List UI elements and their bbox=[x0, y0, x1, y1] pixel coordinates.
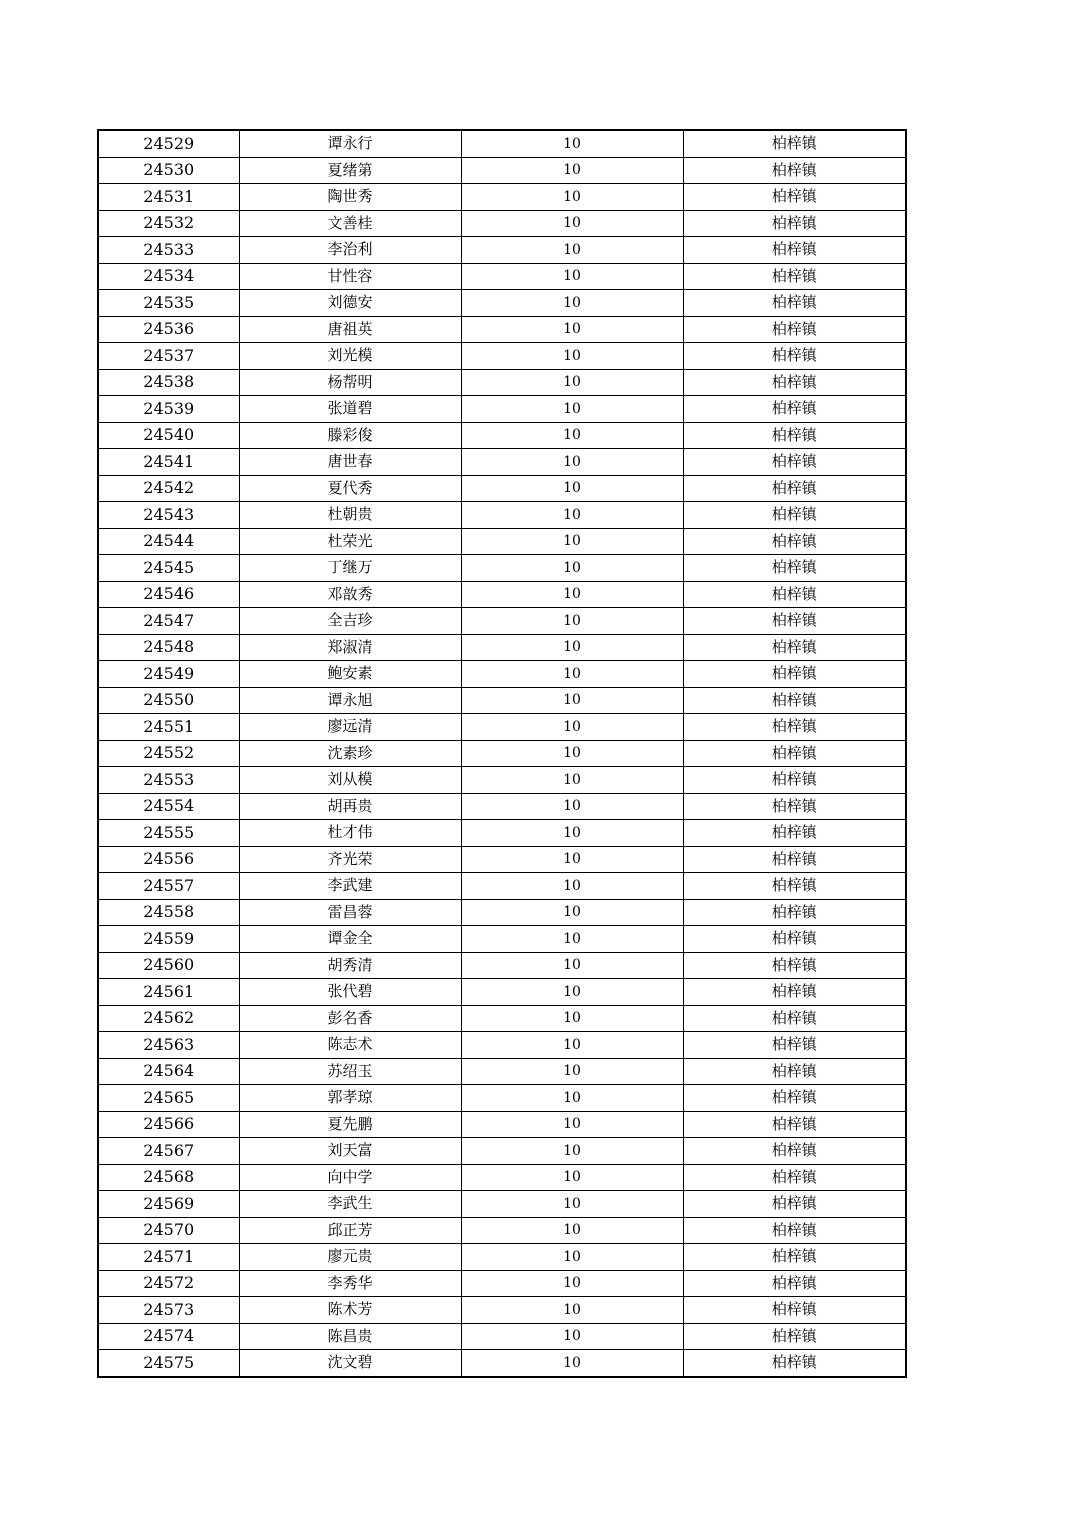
row-number-cell: 24546 bbox=[98, 581, 239, 608]
table-row bbox=[98, 502, 906, 529]
town-cell: 柏梓镇 bbox=[683, 502, 906, 529]
amount-cell: 10 bbox=[461, 1058, 683, 1085]
row-number-cell: 24559 bbox=[98, 926, 239, 953]
table-row bbox=[98, 740, 906, 767]
amount-cell: 10 bbox=[461, 846, 683, 873]
person-name-cell: 唐祖英 bbox=[239, 316, 461, 343]
amount-cell: 10 bbox=[461, 767, 683, 794]
table-row bbox=[98, 1191, 906, 1218]
town-cell: 柏梓镇 bbox=[683, 396, 906, 423]
person-name-cell: 齐光荣 bbox=[239, 846, 461, 873]
row-number-cell: 24539 bbox=[98, 396, 239, 423]
amount-cell: 10 bbox=[461, 740, 683, 767]
table-row bbox=[98, 184, 906, 211]
table-row bbox=[98, 422, 906, 449]
amount-cell: 10 bbox=[461, 290, 683, 317]
person-name-cell: 刘从模 bbox=[239, 767, 461, 794]
table-row bbox=[98, 687, 906, 714]
table-row bbox=[98, 608, 906, 635]
row-number-cell: 24573 bbox=[98, 1297, 239, 1324]
person-name-cell: 李武生 bbox=[239, 1191, 461, 1218]
row-number-cell: 24529 bbox=[98, 130, 239, 157]
table-row bbox=[98, 1005, 906, 1032]
amount-cell: 10 bbox=[461, 130, 683, 157]
row-number-cell: 24540 bbox=[98, 422, 239, 449]
person-name-cell: 刘德安 bbox=[239, 290, 461, 317]
town-cell: 柏梓镇 bbox=[683, 1138, 906, 1165]
town-cell: 柏梓镇 bbox=[683, 157, 906, 184]
person-name-cell: 鲍安素 bbox=[239, 661, 461, 688]
person-name-cell: 夏绪第 bbox=[239, 157, 461, 184]
row-number-cell: 24570 bbox=[98, 1217, 239, 1244]
row-number-cell: 24571 bbox=[98, 1244, 239, 1271]
amount-cell: 10 bbox=[461, 449, 683, 476]
row-number-cell: 24530 bbox=[98, 157, 239, 184]
person-name-cell: 谭永行 bbox=[239, 130, 461, 157]
amount-cell: 10 bbox=[461, 820, 683, 847]
row-number-cell: 24566 bbox=[98, 1111, 239, 1138]
person-name-cell: 胡秀清 bbox=[239, 952, 461, 979]
table-row bbox=[98, 873, 906, 900]
table-row bbox=[98, 979, 906, 1006]
table-row bbox=[98, 210, 906, 237]
town-cell: 柏梓镇 bbox=[683, 1350, 906, 1377]
amount-cell: 10 bbox=[461, 793, 683, 820]
person-name-cell: 邱正芳 bbox=[239, 1217, 461, 1244]
amount-cell: 10 bbox=[461, 634, 683, 661]
row-number-cell: 24560 bbox=[98, 952, 239, 979]
table-row bbox=[98, 714, 906, 741]
town-cell: 柏梓镇 bbox=[683, 581, 906, 608]
row-number-cell: 24545 bbox=[98, 555, 239, 582]
amount-cell: 10 bbox=[461, 502, 683, 529]
town-cell: 柏梓镇 bbox=[683, 1244, 906, 1271]
table-row bbox=[98, 1058, 906, 1085]
row-number-cell: 24561 bbox=[98, 979, 239, 1006]
town-cell: 柏梓镇 bbox=[683, 793, 906, 820]
person-name-cell: 全吉珍 bbox=[239, 608, 461, 635]
town-cell: 柏梓镇 bbox=[683, 1032, 906, 1059]
table-row bbox=[98, 237, 906, 264]
row-number-cell: 24554 bbox=[98, 793, 239, 820]
person-name-cell: 夏代秀 bbox=[239, 475, 461, 502]
amount-cell: 10 bbox=[461, 1111, 683, 1138]
row-number-cell: 24543 bbox=[98, 502, 239, 529]
town-cell: 柏梓镇 bbox=[683, 528, 906, 555]
amount-cell: 10 bbox=[461, 555, 683, 582]
table-row bbox=[98, 820, 906, 847]
person-name-cell: 郑淑清 bbox=[239, 634, 461, 661]
row-number-cell: 24556 bbox=[98, 846, 239, 873]
table-row bbox=[98, 926, 906, 953]
row-number-cell: 24567 bbox=[98, 1138, 239, 1165]
person-name-cell: 夏先鹏 bbox=[239, 1111, 461, 1138]
row-number-cell: 24538 bbox=[98, 369, 239, 396]
amount-cell: 10 bbox=[461, 528, 683, 555]
person-name-cell: 陶世秀 bbox=[239, 184, 461, 211]
town-cell: 柏梓镇 bbox=[683, 1058, 906, 1085]
amount-cell: 10 bbox=[461, 1244, 683, 1271]
town-cell: 柏梓镇 bbox=[683, 820, 906, 847]
town-cell: 柏梓镇 bbox=[683, 661, 906, 688]
table-row bbox=[98, 555, 906, 582]
row-number-cell: 24562 bbox=[98, 1005, 239, 1032]
town-cell: 柏梓镇 bbox=[683, 952, 906, 979]
table-row bbox=[98, 661, 906, 688]
table-row bbox=[98, 899, 906, 926]
row-number-cell: 24537 bbox=[98, 343, 239, 370]
row-number-cell: 24541 bbox=[98, 449, 239, 476]
amount-cell: 10 bbox=[461, 1085, 683, 1112]
table-row bbox=[98, 1164, 906, 1191]
person-name-cell: 李秀华 bbox=[239, 1270, 461, 1297]
table-row bbox=[98, 1323, 906, 1350]
row-number-cell: 24548 bbox=[98, 634, 239, 661]
amount-cell: 10 bbox=[461, 396, 683, 423]
person-name-cell: 文善桂 bbox=[239, 210, 461, 237]
town-cell: 柏梓镇 bbox=[683, 1111, 906, 1138]
amount-cell: 10 bbox=[461, 687, 683, 714]
table-row bbox=[98, 1270, 906, 1297]
roster-body bbox=[98, 130, 906, 1377]
person-name-cell: 陈昌贵 bbox=[239, 1323, 461, 1350]
person-name-cell: 李武建 bbox=[239, 873, 461, 900]
person-name-cell: 胡再贵 bbox=[239, 793, 461, 820]
row-number-cell: 24534 bbox=[98, 263, 239, 290]
table-row bbox=[98, 130, 906, 157]
amount-cell: 10 bbox=[461, 1164, 683, 1191]
town-cell: 柏梓镇 bbox=[683, 1323, 906, 1350]
row-number-cell: 24558 bbox=[98, 899, 239, 926]
amount-cell: 10 bbox=[461, 926, 683, 953]
table-row bbox=[98, 1085, 906, 1112]
row-number-cell: 24542 bbox=[98, 475, 239, 502]
table-row bbox=[98, 793, 906, 820]
town-cell: 柏梓镇 bbox=[683, 369, 906, 396]
town-cell: 柏梓镇 bbox=[683, 343, 906, 370]
table-row bbox=[98, 1297, 906, 1324]
person-name-cell: 杜荣光 bbox=[239, 528, 461, 555]
amount-cell: 10 bbox=[461, 608, 683, 635]
row-number-cell: 24574 bbox=[98, 1323, 239, 1350]
table-row bbox=[98, 767, 906, 794]
amount-cell: 10 bbox=[461, 1297, 683, 1324]
row-number-cell: 24557 bbox=[98, 873, 239, 900]
town-cell: 柏梓镇 bbox=[683, 422, 906, 449]
person-name-cell: 丁继万 bbox=[239, 555, 461, 582]
person-name-cell: 杜朝贵 bbox=[239, 502, 461, 529]
row-number-cell: 24547 bbox=[98, 608, 239, 635]
table-row bbox=[98, 396, 906, 423]
table-row bbox=[98, 369, 906, 396]
row-number-cell: 24535 bbox=[98, 290, 239, 317]
town-cell: 柏梓镇 bbox=[683, 1297, 906, 1324]
person-name-cell: 陈志术 bbox=[239, 1032, 461, 1059]
town-cell: 柏梓镇 bbox=[683, 1085, 906, 1112]
amount-cell: 10 bbox=[461, 210, 683, 237]
amount-cell: 10 bbox=[461, 1217, 683, 1244]
person-name-cell: 谭金全 bbox=[239, 926, 461, 953]
town-cell: 柏梓镇 bbox=[683, 1005, 906, 1032]
row-number-cell: 24564 bbox=[98, 1058, 239, 1085]
town-cell: 柏梓镇 bbox=[683, 1270, 906, 1297]
amount-cell: 10 bbox=[461, 1323, 683, 1350]
town-cell: 柏梓镇 bbox=[683, 184, 906, 211]
amount-cell: 10 bbox=[461, 979, 683, 1006]
amount-cell: 10 bbox=[461, 661, 683, 688]
person-name-cell: 杜才伟 bbox=[239, 820, 461, 847]
row-number-cell: 24555 bbox=[98, 820, 239, 847]
table-row bbox=[98, 528, 906, 555]
row-number-cell: 24572 bbox=[98, 1270, 239, 1297]
row-number-cell: 24533 bbox=[98, 237, 239, 264]
person-name-cell: 廖元贵 bbox=[239, 1244, 461, 1271]
town-cell: 柏梓镇 bbox=[683, 555, 906, 582]
person-name-cell: 刘天富 bbox=[239, 1138, 461, 1165]
person-name-cell: 陈术芳 bbox=[239, 1297, 461, 1324]
row-number-cell: 24536 bbox=[98, 316, 239, 343]
row-number-cell: 24565 bbox=[98, 1085, 239, 1112]
person-name-cell: 沈素珍 bbox=[239, 740, 461, 767]
row-number-cell: 24563 bbox=[98, 1032, 239, 1059]
table-row bbox=[98, 846, 906, 873]
person-name-cell: 郭孝琼 bbox=[239, 1085, 461, 1112]
table-row bbox=[98, 316, 906, 343]
amount-cell: 10 bbox=[461, 343, 683, 370]
person-name-cell: 沈文碧 bbox=[239, 1350, 461, 1377]
table-row bbox=[98, 1032, 906, 1059]
table-row bbox=[98, 290, 906, 317]
table-row bbox=[98, 581, 906, 608]
person-name-cell: 雷昌蓉 bbox=[239, 899, 461, 926]
person-name-cell: 李治利 bbox=[239, 237, 461, 264]
table-row bbox=[98, 952, 906, 979]
amount-cell: 10 bbox=[461, 263, 683, 290]
town-cell: 柏梓镇 bbox=[683, 926, 906, 953]
amount-cell: 10 bbox=[461, 316, 683, 343]
amount-cell: 10 bbox=[461, 1032, 683, 1059]
town-cell: 柏梓镇 bbox=[683, 449, 906, 476]
person-name-cell: 张道碧 bbox=[239, 396, 461, 423]
town-cell: 柏梓镇 bbox=[683, 1217, 906, 1244]
town-cell: 柏梓镇 bbox=[683, 237, 906, 264]
row-number-cell: 24553 bbox=[98, 767, 239, 794]
row-number-cell: 24575 bbox=[98, 1350, 239, 1377]
table-row bbox=[98, 1111, 906, 1138]
row-number-cell: 24569 bbox=[98, 1191, 239, 1218]
town-cell: 柏梓镇 bbox=[683, 130, 906, 157]
person-name-cell: 杨帮明 bbox=[239, 369, 461, 396]
amount-cell: 10 bbox=[461, 1005, 683, 1032]
town-cell: 柏梓镇 bbox=[683, 714, 906, 741]
row-number-cell: 24550 bbox=[98, 687, 239, 714]
table-row bbox=[98, 157, 906, 184]
amount-cell: 10 bbox=[461, 1138, 683, 1165]
row-number-cell: 24568 bbox=[98, 1164, 239, 1191]
amount-cell: 10 bbox=[461, 1350, 683, 1377]
row-number-cell: 24551 bbox=[98, 714, 239, 741]
town-cell: 柏梓镇 bbox=[683, 979, 906, 1006]
amount-cell: 10 bbox=[461, 714, 683, 741]
table-row bbox=[98, 1217, 906, 1244]
person-name-cell: 邓敨秀 bbox=[239, 581, 461, 608]
town-cell: 柏梓镇 bbox=[683, 899, 906, 926]
row-number-cell: 24532 bbox=[98, 210, 239, 237]
person-name-cell: 唐世春 bbox=[239, 449, 461, 476]
amount-cell: 10 bbox=[461, 184, 683, 211]
row-number-cell: 24549 bbox=[98, 661, 239, 688]
table-row bbox=[98, 449, 906, 476]
town-cell: 柏梓镇 bbox=[683, 608, 906, 635]
amount-cell: 10 bbox=[461, 369, 683, 396]
person-name-cell: 刘光模 bbox=[239, 343, 461, 370]
amount-cell: 10 bbox=[461, 899, 683, 926]
town-cell: 柏梓镇 bbox=[683, 263, 906, 290]
row-number-cell: 24544 bbox=[98, 528, 239, 555]
person-name-cell: 苏绍玉 bbox=[239, 1058, 461, 1085]
person-name-cell: 甘性容 bbox=[239, 263, 461, 290]
amount-cell: 10 bbox=[461, 157, 683, 184]
town-cell: 柏梓镇 bbox=[683, 846, 906, 873]
table-row bbox=[98, 1138, 906, 1165]
roster-table bbox=[97, 129, 907, 1378]
person-name-cell: 向中学 bbox=[239, 1164, 461, 1191]
row-number-cell: 24531 bbox=[98, 184, 239, 211]
row-number-cell: 24552 bbox=[98, 740, 239, 767]
table-row bbox=[98, 1244, 906, 1271]
town-cell: 柏梓镇 bbox=[683, 634, 906, 661]
amount-cell: 10 bbox=[461, 475, 683, 502]
town-cell: 柏梓镇 bbox=[683, 475, 906, 502]
table-row bbox=[98, 475, 906, 502]
amount-cell: 10 bbox=[461, 1270, 683, 1297]
town-cell: 柏梓镇 bbox=[683, 740, 906, 767]
table-row bbox=[98, 343, 906, 370]
town-cell: 柏梓镇 bbox=[683, 767, 906, 794]
town-cell: 柏梓镇 bbox=[683, 1191, 906, 1218]
amount-cell: 10 bbox=[461, 873, 683, 900]
town-cell: 柏梓镇 bbox=[683, 290, 906, 317]
amount-cell: 10 bbox=[461, 1191, 683, 1218]
town-cell: 柏梓镇 bbox=[683, 1164, 906, 1191]
person-name-cell: 滕彩俊 bbox=[239, 422, 461, 449]
table-row bbox=[98, 634, 906, 661]
person-name-cell: 彭名香 bbox=[239, 1005, 461, 1032]
amount-cell: 10 bbox=[461, 581, 683, 608]
person-name-cell: 廖远清 bbox=[239, 714, 461, 741]
amount-cell: 10 bbox=[461, 422, 683, 449]
town-cell: 柏梓镇 bbox=[683, 687, 906, 714]
town-cell: 柏梓镇 bbox=[683, 873, 906, 900]
person-name-cell: 张代碧 bbox=[239, 979, 461, 1006]
amount-cell: 10 bbox=[461, 237, 683, 264]
town-cell: 柏梓镇 bbox=[683, 210, 906, 237]
amount-cell: 10 bbox=[461, 952, 683, 979]
table-row bbox=[98, 263, 906, 290]
person-name-cell: 谭永旭 bbox=[239, 687, 461, 714]
table-row bbox=[98, 1350, 906, 1377]
town-cell: 柏梓镇 bbox=[683, 316, 906, 343]
